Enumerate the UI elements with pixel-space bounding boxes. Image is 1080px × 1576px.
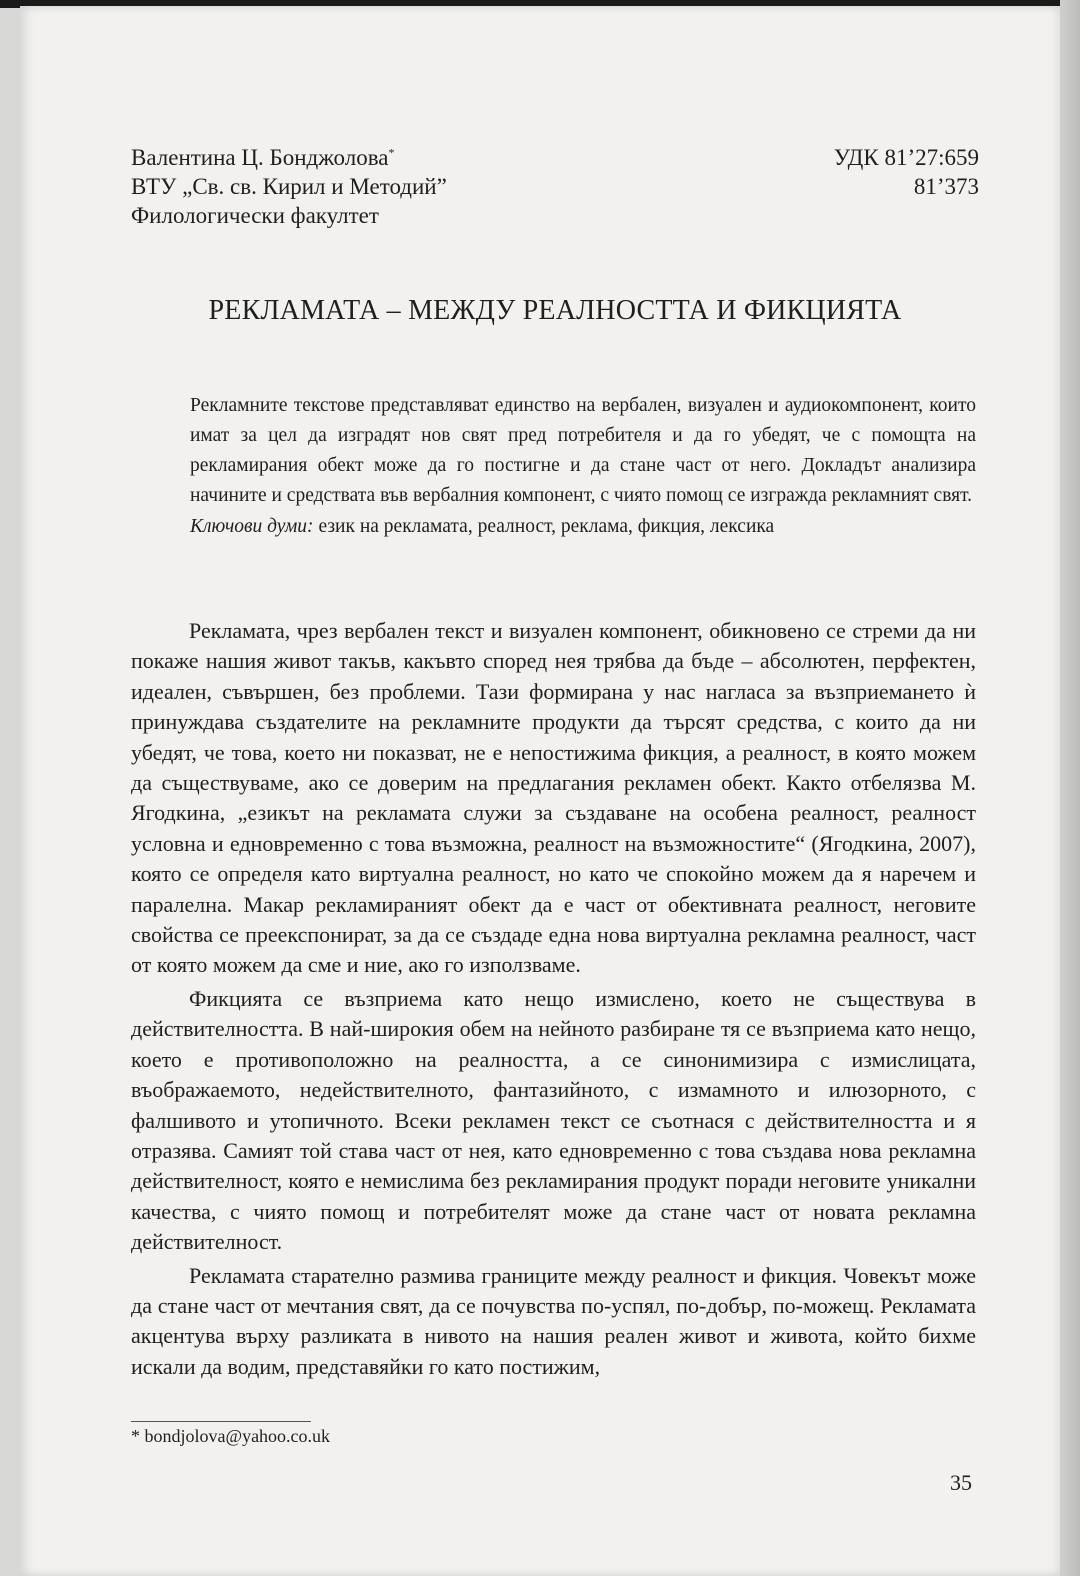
footnote: * bondjolova@yahoo.co.uk <box>131 1426 331 1446</box>
author-name: Валентина Ц. Бонджолова <box>131 145 389 170</box>
udk-line-1: УДК 81’27:659 <box>833 145 979 170</box>
footnote-mark: * <box>388 145 395 160</box>
scan-right-edge <box>1060 0 1080 1576</box>
keywords-label: Ключови думи: <box>190 516 314 537</box>
body-paragraph-2: Фикцията се възприема като нещо измислено, което не съществува в действителността. В най-широкия обем на нейното разбиране тя се възприема като нещо, което е противоположно на реалността, а се синонимизира с измислицата, въображаемото, недействителното, фантазийното, с измамното и илюзорното, с фалшивото и утопичното. Всеки рекламен текст се съотнася с действителността и я отразява. Самият той става част от нея, като едновременно с това създава нова рекламна действителност, която е немислима без рекламирания продукт поради неговите уникални качества, с чиято помощ и потребителят може да стане част от новата рекламна действителност. <box>131 985 976 1255</box>
udk-line-2: 81’373 <box>913 174 979 199</box>
udk-block <box>834 143 979 201</box>
footnote-separator <box>131 1421 311 1422</box>
body-paragraph-1: Рекламата, чрез вербален текст и визуален компонент, обикновено се стреми да ни покаже нашия живот такъв, какъвто според нея трябва да бъде – абсолютен, перфектен, идеален, съвършен, без проблеми. Тази формирана у нас нагласа за възприемането ѝ принуждава създателите на рекламните продукти да търсят средства, с които да ни убедят, че това, което ни показват, не е непостижима фикция, а реалност, в която можем да съществуваме, ако се доверим на предлагания рекламен обект. Както отбелязва М. Ягодкина, „езикът на рекламата служи за създаване на особена реалност, реалност условна и едновременно с това възможна, реалност на възможностите“ (Ягодкина, 2007), която се определя като виртуална реалност, но като че спокойно можем да я наречем и паралелна. Макар рекламираният обект да е част от обективната реалност, неговите свойства се преекспонират, за да се създаде една нова виртуална рекламна реалност, част от която можем да сме и ние, ако го използваме. <box>131 618 976 978</box>
institution: ВТУ „Св. св. Кирил и Методий” <box>131 174 447 199</box>
article-header <box>131 143 979 230</box>
article-body <box>131 616 976 1382</box>
article-title: РЕКЛАМАТА – МЕЖДУ РЕАЛНОСТТА И ФИКЦИЯТА <box>208 295 902 326</box>
keywords-line <box>190 512 976 542</box>
abstract <box>190 391 976 542</box>
author-block <box>131 143 447 230</box>
page-number: 35 <box>950 1470 972 1495</box>
abstract-text: Рекламните текстове представляват единство на вербален, визуален и аудиокомпонент, които имат за цел да изградят нов свят пред потребителя и да го убедят, че с помощта на рекламирания обект може да го постигне и да стане част от него. Докладът анализира начините и средствата във вербалния компонент, с чиято помощ се изгражда рекламният свят. <box>190 395 976 506</box>
keywords-list: език на рекламата, реалност, реклама, фикция, лексика <box>318 516 775 537</box>
body-paragraph-3: Рекламата старателно размива границите между реалност и фикция. Човекът може да стане част от мечтания свят, да се почувства по-успял, по-добър, по-можещ. Рекламата акцентува върху разликата в нивото на нашия реален живот и живота, който бихме искали да водим, представяйки го като постижим, <box>131 1262 976 1379</box>
author-line <box>131 143 447 172</box>
faculty: Филологически факултет <box>131 203 379 228</box>
